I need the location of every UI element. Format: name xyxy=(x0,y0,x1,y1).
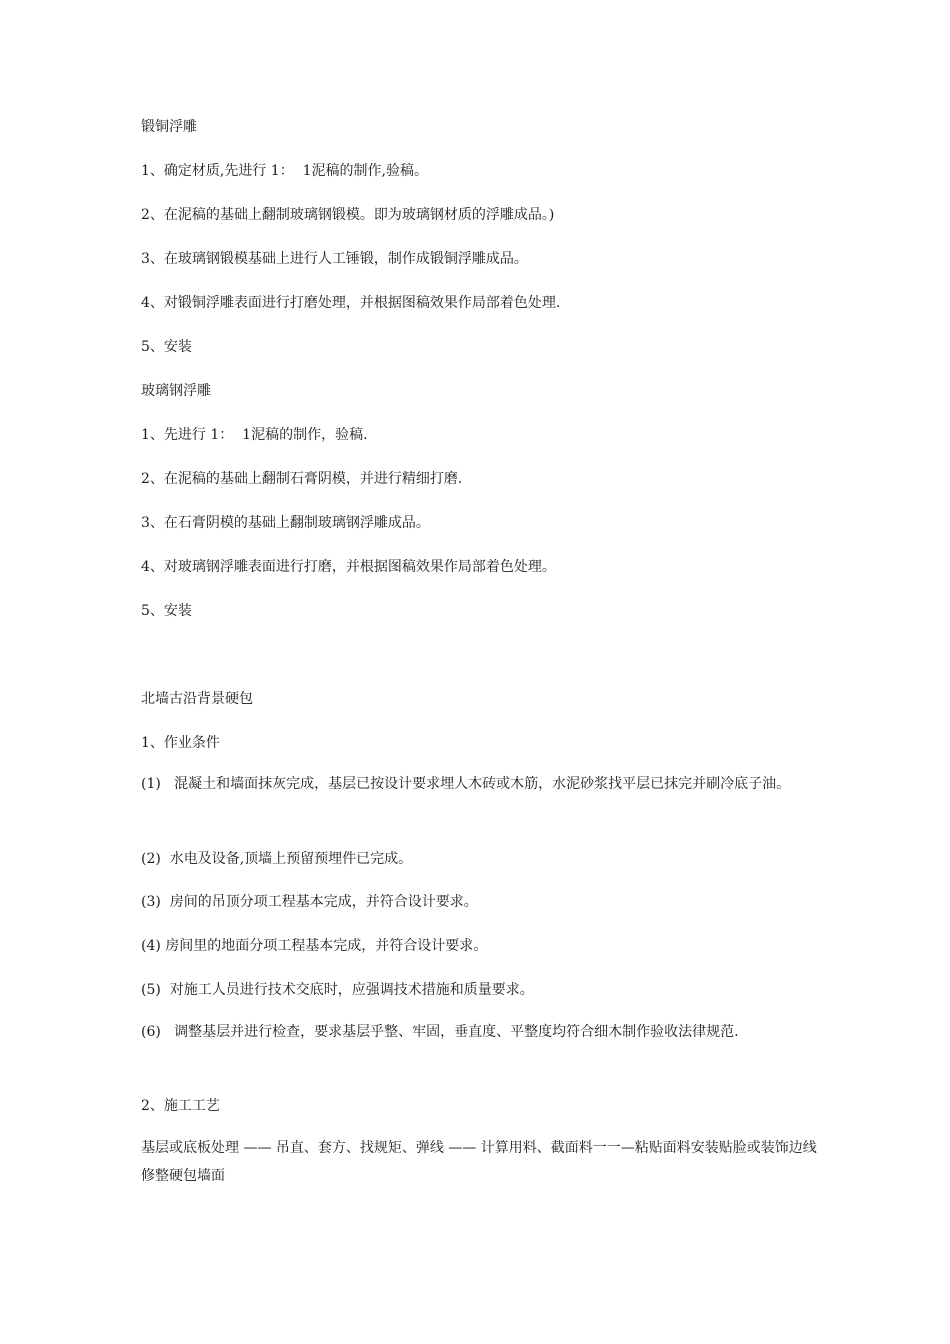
list-item: (4) 房间里的地面分项工程基本完成，并符合设计要求。 xyxy=(141,938,488,954)
section-title-fiberglass: 玻璃钢浮雕 xyxy=(141,383,211,399)
list-item: 3、在石膏阴模的基础上翻制玻璃钢浮雕成品。 xyxy=(141,515,430,531)
list-item: (3) 房间的吊顶分项工程基本完成，并符合设计要求。 xyxy=(141,894,478,910)
list-item: (5) 对施工人员进行技术交底时，应强调技术措施和质量要求。 xyxy=(141,982,534,998)
process-description: 基层或底板处理 —— 吊直、套方、找规矩、弹线 —— 计算用料、截面料一一—粘贴面料安装贴脸或装饰边线修整硬包墙面 xyxy=(141,1140,817,1184)
list-item: 1、先进行 1： 1泥稿的制作，验稿. xyxy=(141,427,368,443)
list-item: 2、在泥稿的基础上翻制玻璃钢锻模。即为玻璃钢材质的浮雕成品。) xyxy=(141,207,555,223)
list-item: 4、对锻铜浮雕表面进行打磨处理，并根据图稿效果作局部着色处理. xyxy=(141,295,561,311)
list-item: 4、对玻璃钢浮雕表面进行打磨，并根据图稿效果作局部着色处理。 xyxy=(141,559,556,575)
list-item: 2、在泥稿的基础上翻制石膏阴模，并进行精细打磨. xyxy=(141,471,463,487)
list-item: 3、在玻璃钢锻模基础上进行人工锤锻，制作成锻铜浮雕成品。 xyxy=(141,251,528,267)
subheading-construction-process: 2、施工工艺 xyxy=(141,1098,220,1114)
section-title-north-wall: 北墙古沿背景硬包 xyxy=(141,691,253,707)
list-item: (6) 调整基层并进行检查，要求基层乎整、牢固，垂直度、平整度均符合细木制作验收法律规范. xyxy=(141,1024,739,1040)
section-title-forged-copper: 锻铜浮雕 xyxy=(141,119,197,135)
list-item: 5、安装 xyxy=(141,603,192,619)
subheading-work-conditions: 1、作业条件 xyxy=(141,735,220,751)
list-item: (2) 水电及设备,顶墙上预留预埋件已完成。 xyxy=(141,851,413,867)
list-item: (1) 混凝土和墙面抹灰完成，基层已按设计要求埋人木砖或木筋，水泥砂浆找平层已抹完并刷冷底子油。 xyxy=(141,776,791,792)
list-item: 1、确定材质,先进行 1： 1泥稿的制作,验稿。 xyxy=(141,163,428,179)
list-item: 5、安装 xyxy=(141,339,192,355)
